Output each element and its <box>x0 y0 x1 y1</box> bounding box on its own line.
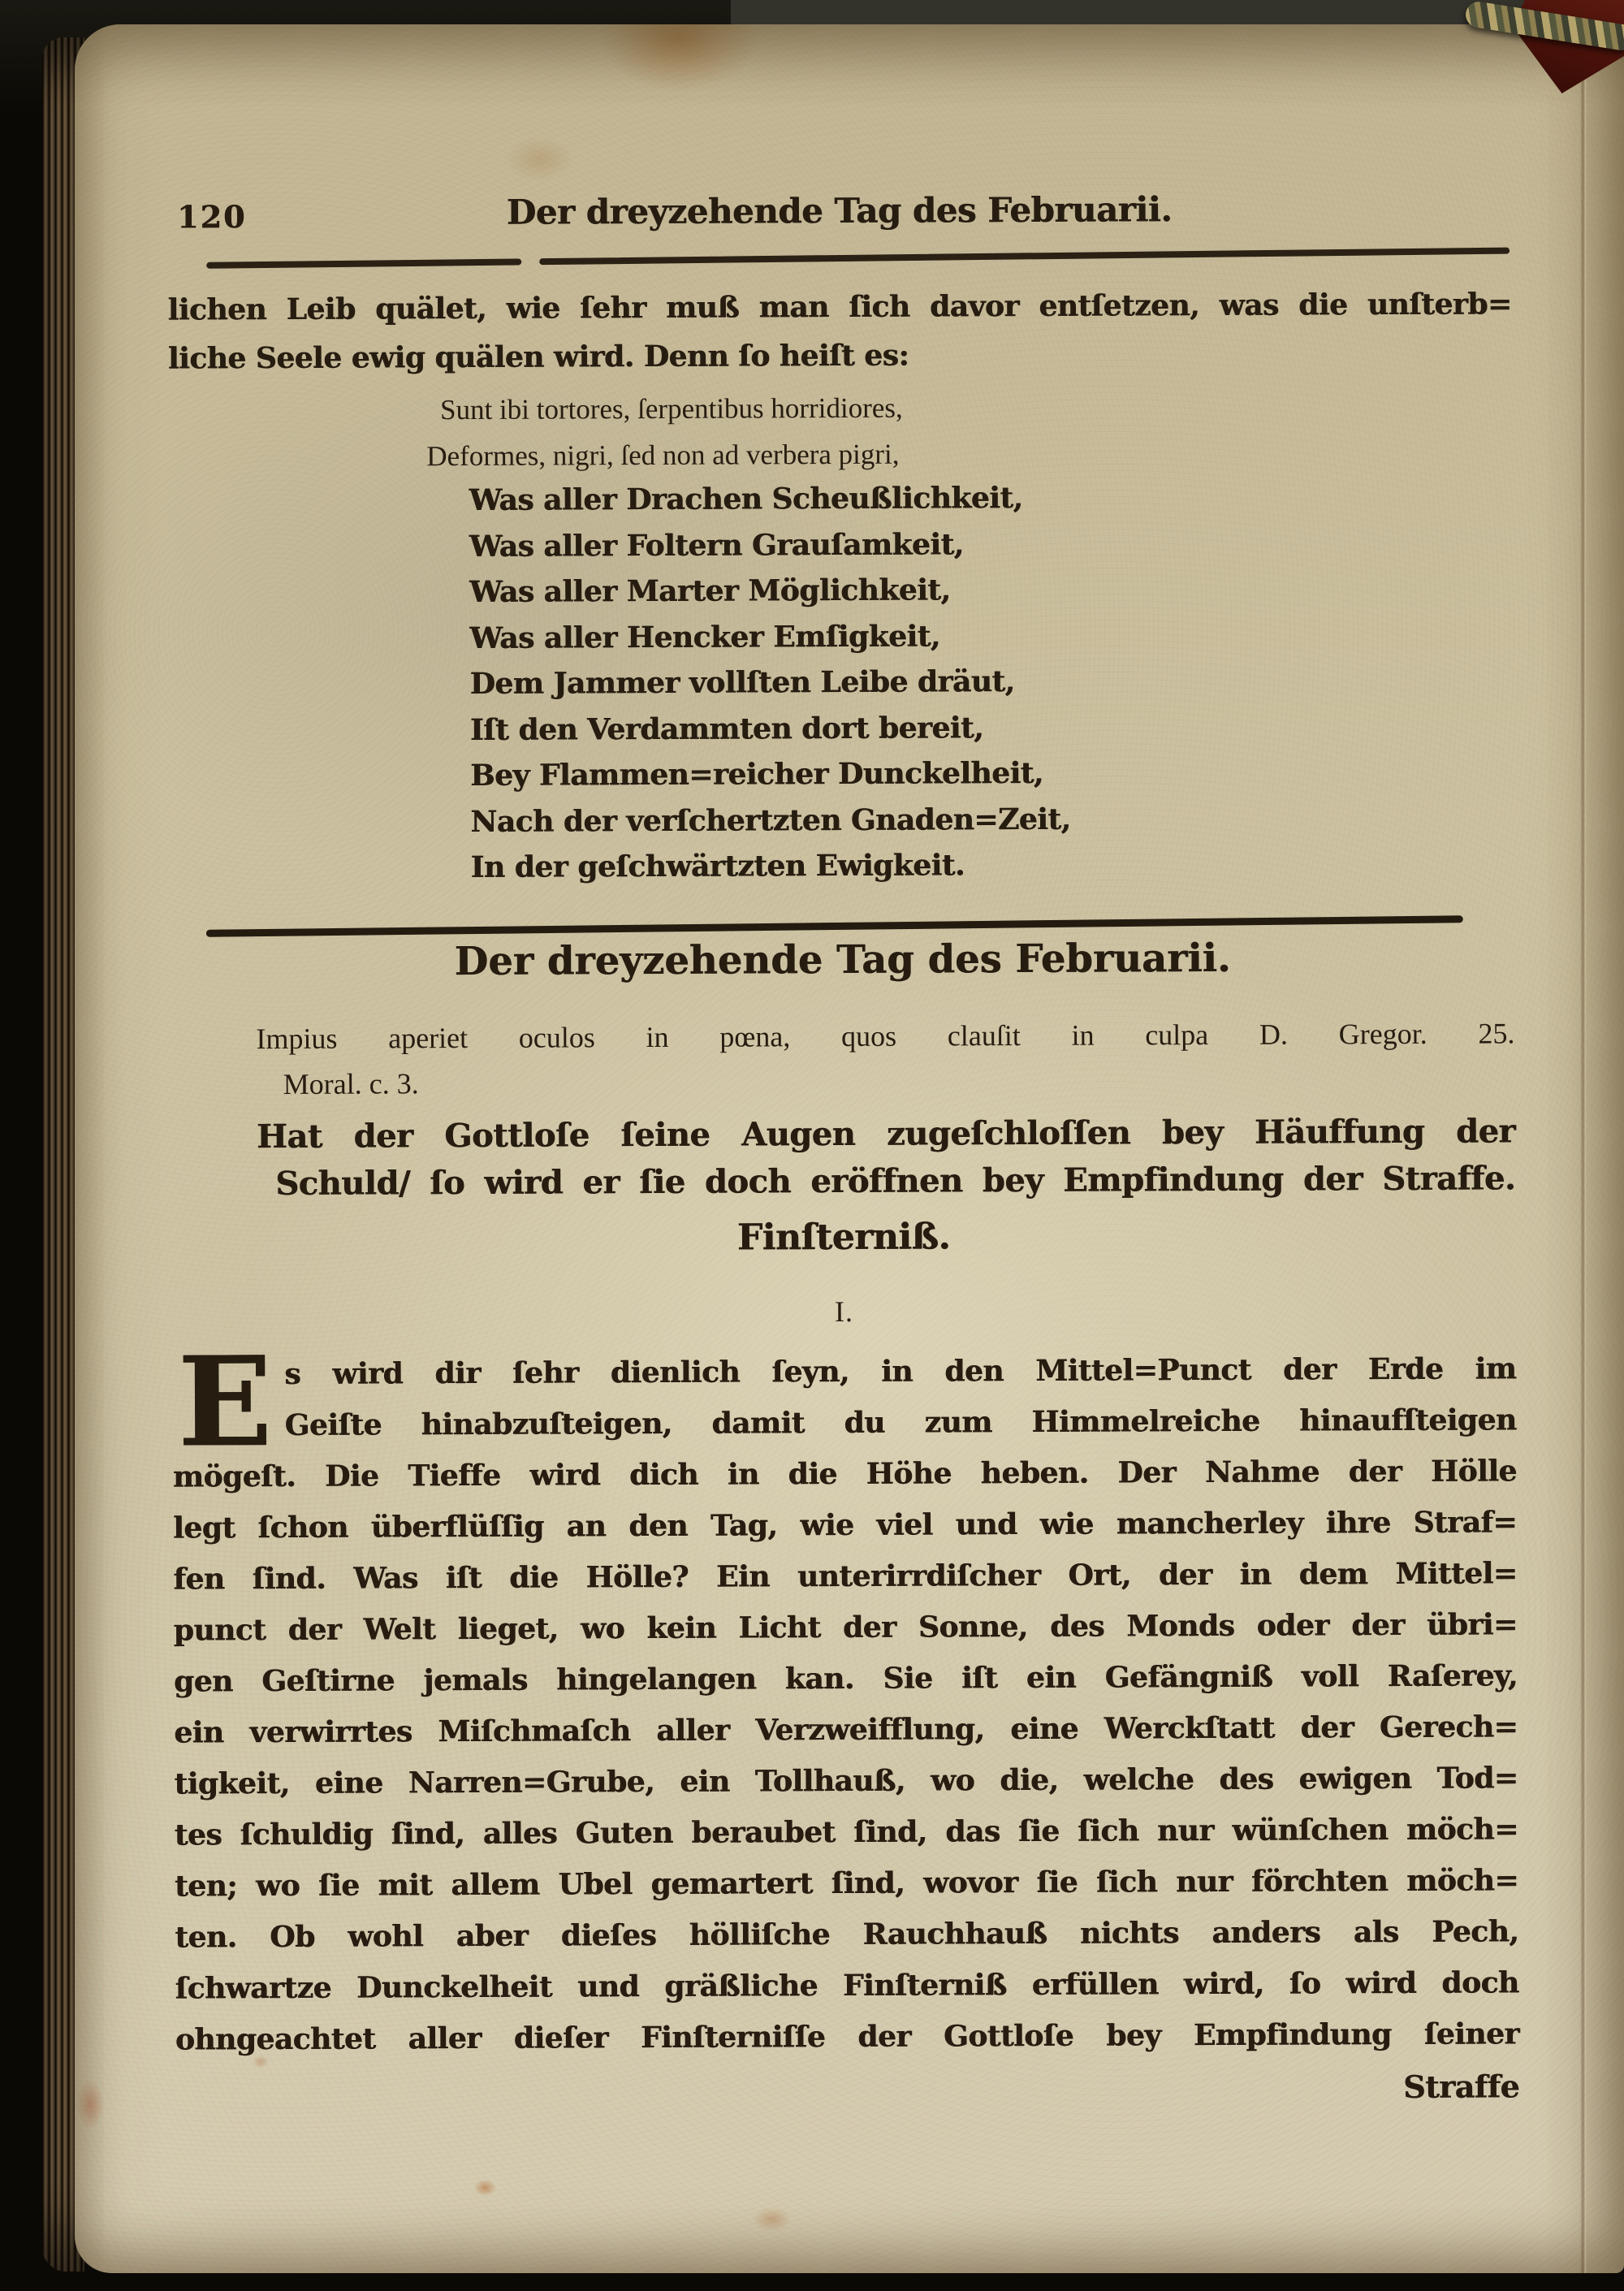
verse-line: Dem Jammer vollſten Leibe dräut, <box>469 664 1015 701</box>
verse-line: Was aller Hencker Emſigkeit, <box>469 618 940 655</box>
body-text-line: Geiſte hinabzuſteigen, damit du zum Himmelreiche hinaufſteigen <box>284 1403 1517 1442</box>
text-line: Deformes, nigri, ſed non ad verbera pigri, <box>426 438 900 473</box>
running-header: Der dreyzehende Tag des Februarii. <box>506 189 1173 232</box>
text-line: Sunt ibi tortores, ſerpentibus horridiores, <box>439 391 903 426</box>
section-heading: Der dreyzehende Tag des Februarii. <box>454 935 1231 985</box>
body-text-line: fen ſind. Was iſt die Hölle? Ein unterirrdiſcher Ort, der in dem Mittel= <box>173 1556 1518 1597</box>
header-rule-segment <box>206 258 521 268</box>
verse-line: Was aller Marter Möglichkeit, <box>469 573 951 609</box>
body-text-line: ten; wo ſie mit allem Ubel gemartert ſind, wovor ſie ſich nur förchten möch= <box>174 1863 1519 1904</box>
verse-line: Iſt den Verdammten dort bereit, <box>469 710 984 747</box>
book-page <box>75 24 1624 2273</box>
chapter-subheading: Finſterniß. <box>736 1216 951 1259</box>
german-verse <box>168 473 1514 892</box>
body-text-line: s wird dir ſehr dienlich ſeyn, in den Mittel=Punct der Erde im <box>284 1351 1517 1391</box>
section-divider-rule <box>171 914 1514 936</box>
verse-line: Nach der verſchertzten Gnaden=Zeit, <box>470 802 1071 839</box>
text-line: Impius aperiet oculos in pœna, quos clauſit in culpa D. Gregor. 25. <box>256 1017 1515 1056</box>
text-line: Moral. c. 3. <box>283 1067 419 1100</box>
german-summary <box>171 1108 1515 1208</box>
text-line: lichen Leib quälet, wie ſehr muß man ſich davor entſetzen, was die unſterb= <box>167 287 1512 327</box>
body-text-line: tigkeit, eine Narren=Grube, ein Tollhauß, wo die, welche des ewigen Tod= <box>174 1761 1518 1801</box>
verse-line: In der geſchwärtzten Ewigkeit. <box>470 848 965 884</box>
text-line: Schuld/ ſo wird er ſie doch eröffnen bey Empfindung der Straffe. <box>275 1159 1516 1204</box>
page-number: 120 <box>176 198 247 236</box>
verse-line: Was aller Foltern Grauſamkeit, <box>469 526 964 564</box>
divider-rule-bar <box>206 915 1463 937</box>
header-rule <box>167 248 1511 279</box>
page-crease <box>1580 69 1587 2273</box>
section-numeral: I. <box>834 1295 854 1329</box>
catchword: Straffe <box>1402 2068 1520 2105</box>
body-text-line: legt ſchon überflüſſig an den Tag, wie viel und wie mancherley ihre Straf= <box>172 1505 1518 1545</box>
body-text-line: mögeſt. Die Tieffe wird dich in die Höhe heben. Der Nahme der Hölle <box>172 1454 1517 1494</box>
body-text-line: tes ſchuldig ſind, alles Guten beraubet ſind, das ſie ſich nur wünſchen möch= <box>174 1812 1518 1852</box>
body-text-line: ein verwirrtes Miſchmaſch aller Verzweifflung, eine Werckſtatt der Gerech= <box>174 1710 1518 1750</box>
latin-verse <box>168 382 1512 480</box>
body-text-line: ohngeachtet aller dieſer Finſterniſſe der Gottloſe bey Empfindung ſeiner <box>175 2017 1519 2057</box>
body-text-line: gen Geſtirne jemals hingelangen kan. Sie iſt ein Gefängniß voll Raſerey, <box>173 1658 1518 1699</box>
body-text-line: ten. Ob wohl aber dieſes hölliſche Rauchhauß nichts anders als Pech, <box>175 1914 1519 1955</box>
body-text-line: punct der Welt lieget, wo kein Licht der Sonne, des Monds oder der übri= <box>173 1607 1518 1648</box>
header-rule-segment <box>539 248 1510 266</box>
latin-quote <box>171 1010 1514 1107</box>
body-paragraph <box>172 1329 1519 2065</box>
verse-line: Was aller Drachen Scheußlichkeit, <box>469 481 1023 517</box>
text-line: Hat der Gottloſe ſeine Augen zugeſchloſſen bey Häuffung der <box>256 1112 1516 1156</box>
text-line: liche Seele ewig quälen wird. Denn ſo heiſt es: <box>167 338 909 376</box>
body-text-line: ſchwartze Dunckelheit und gräßliche Finſterniß erfüllen wird, ſo wird doch <box>175 1965 1519 2006</box>
intro-paragraph <box>167 279 1512 383</box>
verse-line: Bey Flammen=reicher Dunckelheit, <box>469 755 1043 793</box>
text-block <box>166 21 1520 2276</box>
running-header-row <box>167 188 1511 242</box>
drop-cap-initial: E <box>177 1329 272 1475</box>
